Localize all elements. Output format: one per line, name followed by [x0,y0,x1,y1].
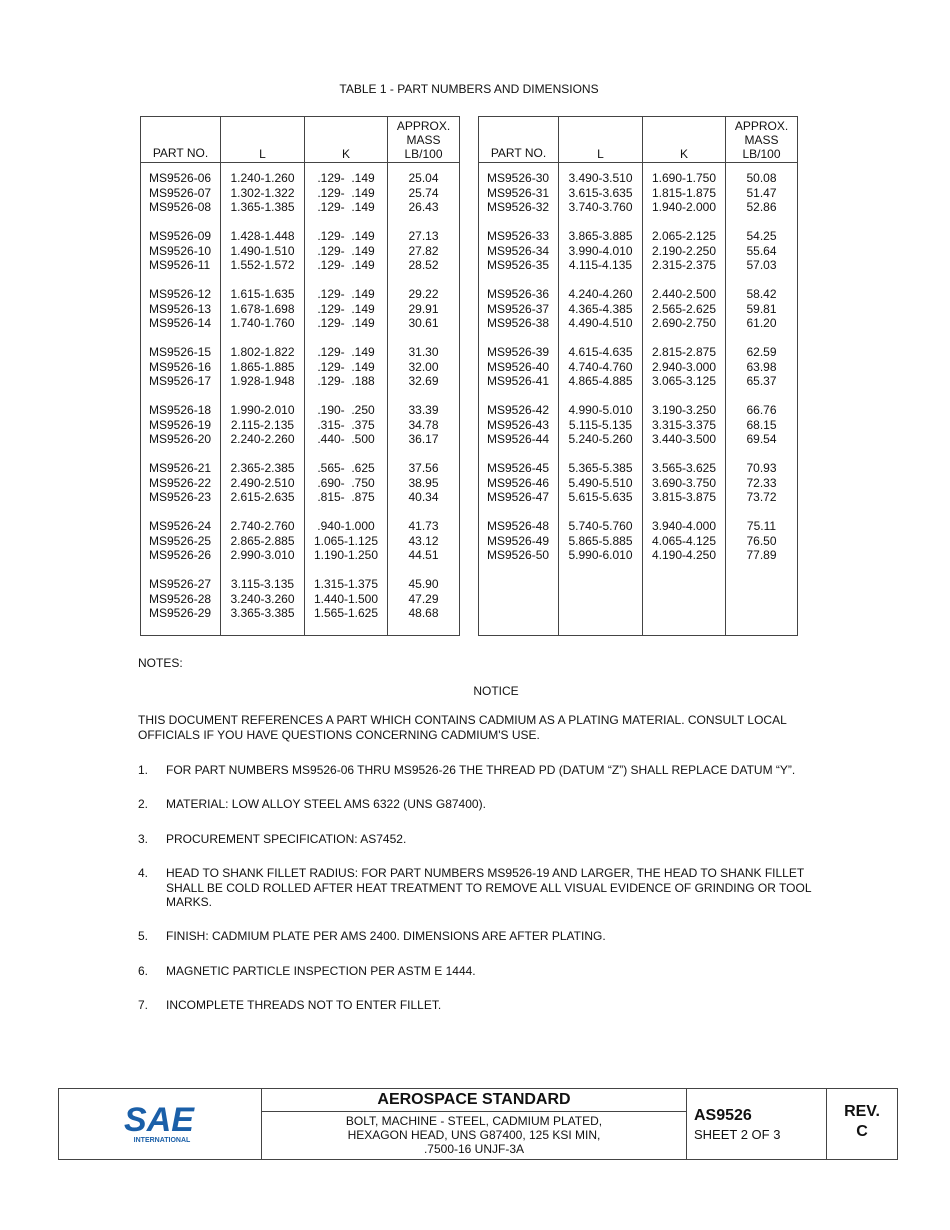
note-text: INCOMPLETE THREADS NOT TO ENTER FILLET. [166,998,442,1012]
standard-description [262,1114,686,1156]
table-cell: 2.815-2.875 [651,345,717,359]
row-group [487,229,558,273]
table-cell: 48.68 [408,606,439,620]
header-mass-line3: LB/100 [742,147,781,161]
column-k [305,163,388,636]
row-group [305,287,387,331]
table-cell: 5.990-6.010 [568,548,633,562]
table-cell: MS9526-45 [487,461,550,475]
table-cell: 3.440-3.500 [651,432,717,446]
header-mass [726,117,798,163]
table-cell: MS9526-29 [149,606,212,620]
row-group [643,229,725,273]
table-cell: 2.115-2.135 [230,417,295,432]
table-cell: MS9526-23 [149,490,212,504]
table-cell: 27.82 [408,243,439,258]
row-group [487,519,558,563]
table-cell: MS9526-38 [487,316,550,330]
row-group [643,403,725,447]
table-cell: .190- .250 [317,403,375,417]
table-cell: 1.428-1.448 [230,229,295,243]
row-group [388,287,459,331]
table-cell: MS9526-43 [487,417,550,432]
table-cell: 4.115-4.135 [568,258,633,272]
row-group [305,229,387,273]
table-cell: 4.365-4.385 [568,301,633,316]
table-cell: 2.065-2.125 [651,229,717,243]
table-cell: MS9526-08 [149,200,212,214]
row-group [487,287,558,331]
table-cell: 1.065-1.125 [313,533,379,548]
note-text: PROCUREMENT SPECIFICATION: AS7452. [166,832,407,846]
table-cell: MS9526-47 [487,490,550,504]
table-cell: 2.740-2.760 [230,519,295,533]
table-cell: MS9526-19 [149,417,212,432]
table-cell: 27.13 [408,229,439,243]
table-cell: 75.11 [746,519,777,533]
revision-label: REV. [844,1103,880,1120]
row-group [149,171,220,215]
table-cell: 55.64 [746,243,777,258]
table-cell: 1.565-1.625 [313,606,379,620]
table-cell: 5.615-5.635 [568,490,633,504]
row-group [149,287,220,331]
table-cell: 1.690-1.750 [651,171,717,185]
table-cell: 3.865-3.885 [568,229,633,243]
row-group [305,403,387,447]
row-group [726,519,797,563]
table-cell: 33.39 [408,403,439,417]
table-cell: 30.61 [408,316,439,330]
row-group [559,287,642,331]
table-cell: MS9526-30 [487,171,550,185]
header-mass-line1: APPROX. [396,119,451,133]
table-cell: 51.47 [746,185,777,200]
table-cell: MS9526-07 [149,185,212,200]
table-cell: .129- .149 [317,359,375,374]
table-cell: 3.990-4.010 [568,243,633,258]
table-cell: 43.12 [408,533,439,548]
table-title: TABLE 1 - PART NUMBERS AND DIMENSIONS [339,82,599,96]
column-part-no [479,163,559,636]
row-group [221,345,304,389]
table-cell: 34.78 [408,417,439,432]
table-cell: 3.490-3.510 [568,171,633,185]
row-group [726,345,797,389]
table-cell: MS9526-33 [487,229,550,243]
document-cell [687,1089,827,1159]
table-cell: MS9526-46 [487,475,550,490]
table-cell: 3.615-3.635 [568,185,633,200]
header-part-no: PART NO. [141,117,221,163]
table-cell: MS9526-48 [487,519,550,533]
table-cell: 2.940-3.000 [651,359,717,374]
table-cell: 4.990-5.010 [568,403,633,417]
header-l: L [221,117,305,163]
table-cell: 77.89 [746,548,777,562]
table-cell: 58.42 [746,287,777,301]
row-group [149,461,220,505]
row-group [559,171,642,215]
table-cell: .129- .149 [317,229,375,243]
row-group [388,345,459,389]
table-cell: .940-1.000 [317,519,375,533]
table-cell: MS9526-17 [149,374,212,388]
parts-table-left [140,116,460,636]
table-cell: MS9526-41 [487,374,550,388]
note-text: FOR PART NUMBERS MS9526-06 THRU MS9526-26 THE THREAD PD (DATUM “Z”) SHALL REPLACE DATUM “Y”. [166,763,796,777]
row-group [388,519,459,563]
table-cell: 1.490-1.510 [230,243,295,258]
table-cell: 2.315-2.375 [651,258,717,272]
table-cell: 54.25 [746,229,777,243]
row-group [643,345,725,389]
table-cell: MS9526-10 [149,243,212,258]
table-cell: MS9526-21 [149,461,212,475]
table-cell: 1.190-1.250 [313,548,379,562]
header-mass-line2: MASS [744,133,779,147]
table-cell: 73.72 [746,490,777,504]
table-cell: .690- .750 [317,475,375,490]
row-group [726,229,797,273]
table-cell: MS9526-06 [149,171,212,185]
row-group [149,519,220,563]
table-cell: 28.52 [408,258,439,272]
table-cell: 25.04 [408,171,439,185]
table-cell: MS9526-15 [149,345,212,359]
column-part-no [141,163,221,636]
note-text: FINISH: CADMIUM PLATE PER AMS 2400. DIMENSIONS ARE AFTER PLATING. [166,929,606,943]
row-group [388,403,459,447]
table-cell: 2.240-2.260 [230,432,295,446]
table-cell: 72.33 [746,475,777,490]
row-group [487,171,558,215]
table-cell: MS9526-42 [487,403,550,417]
table-cell: 52.86 [746,200,777,214]
table-cell: .129- .149 [317,345,375,359]
revision-value: C [856,1123,868,1140]
header-mass-line2: MASS [406,133,441,147]
row-group [221,519,304,563]
row-group [487,345,558,389]
table-cell: 4.190-4.250 [651,548,717,562]
table-cell: 1.315-1.375 [313,577,379,591]
table-cell: 3.815-3.875 [651,490,717,504]
sae-logo-icon [59,1089,261,1159]
table-cell: 1.865-1.885 [230,359,295,374]
revision-cell [827,1089,897,1159]
row-group [388,461,459,505]
row-group [305,171,387,215]
table-cell: MS9526-13 [149,301,212,316]
column-l [559,163,643,636]
table-cell: 26.43 [408,200,439,214]
table-cell: MS9526-35 [487,258,550,272]
table-cell: 29.22 [408,287,439,301]
table-cell: 50.08 [746,171,777,185]
row-group [388,171,459,215]
table-cell: 76.50 [746,533,777,548]
table-cell: 1.990-2.010 [230,403,295,417]
table-cell: 2.440-2.500 [651,287,717,301]
column-l [221,163,305,636]
table-cell: MS9526-12 [149,287,212,301]
row-group [643,519,725,563]
table-cell: 38.95 [408,475,439,490]
sae-logo-cell [59,1089,262,1159]
table-cell: 31.30 [408,345,439,359]
row-group [559,519,642,563]
header-mass [388,117,460,163]
table-cell: 29.91 [408,301,439,316]
row-group [559,403,642,447]
row-group [643,461,725,505]
row-group [726,461,797,505]
row-group [305,577,387,621]
column-mass [726,163,798,636]
table-cell: MS9526-26 [149,548,212,562]
table-cell: MS9526-16 [149,359,212,374]
table-cell: 3.065-3.125 [651,374,717,388]
table-cell: 3.115-3.135 [230,577,295,591]
row-group [149,229,220,273]
row-group [559,461,642,505]
table-cell: 3.190-3.250 [651,403,717,417]
header-mass-line1: APPROX. [734,119,789,133]
table-cell: 1.815-1.875 [651,185,717,200]
table-cell: 57.03 [746,258,777,272]
row-group [221,461,304,505]
table-cell: 3.315-3.375 [651,417,717,432]
table-cell: MS9526-40 [487,359,550,374]
table-cell: MS9526-34 [487,243,550,258]
table-cell: 4.615-4.635 [568,345,633,359]
title-cell [262,1089,687,1159]
table-cell: 69.54 [746,432,777,446]
row-group [559,345,642,389]
table-cell: MS9526-50 [487,548,550,562]
description-line: HEXAGON HEAD, UNS G87400, 125 KSI MIN, [347,1128,601,1142]
notice-heading: NOTICE [473,684,519,698]
row-group [221,287,304,331]
row-group [221,403,304,447]
note-number: 7. [138,998,149,1012]
header-l: L [559,117,643,163]
table-cell: 5.490-5.510 [568,475,633,490]
table-cell: 45.90 [408,577,439,591]
table-cell: MS9526-24 [149,519,212,533]
table-cell: MS9526-39 [487,345,550,359]
description-line: .7500-16 UNJF-3A [423,1142,525,1156]
header-k: K [643,117,726,163]
table-cell: .565- .625 [317,461,375,475]
sae-logo-letters: SAE [124,1101,194,1139]
table-cell: .440- .500 [317,432,375,446]
table-cell: 5.740-5.760 [568,519,633,533]
table-cell: 5.365-5.385 [568,461,633,475]
table-cell: 59.81 [746,301,777,316]
row-group [388,577,459,621]
description-line: BOLT, MACHINE - STEEL, CADMIUM PLATED, [345,1114,603,1128]
table-cell: 41.73 [408,519,439,533]
table-cell: 65.37 [746,374,777,388]
table-cell: 61.20 [746,316,777,330]
table-cell: MS9526-36 [487,287,550,301]
table-cell: 3.565-3.625 [651,461,717,475]
table-cell: MS9526-20 [149,432,212,446]
table-cell: 37.56 [408,461,439,475]
row-group [559,229,642,273]
table-cell: 4.740-4.760 [568,359,633,374]
row-group [726,171,797,215]
column-k [643,163,726,636]
sheet-number: SHEET 2 OF 3 [694,1127,781,1142]
note-number: 6. [138,964,149,978]
table-cell: 70.93 [746,461,777,475]
title-block [58,1088,898,1160]
table-cell: 4.865-4.885 [568,374,633,388]
table-cell: MS9526-14 [149,316,212,330]
table-cell: 1.678-1.698 [230,301,295,316]
table-cell: MS9526-11 [149,258,211,272]
row-group [487,403,558,447]
table-cell: 1.802-1.822 [230,345,295,359]
row-group [388,229,459,273]
row-group [221,577,304,621]
table-cell: 32.00 [408,359,439,374]
table-cell: 5.115-5.135 [568,417,633,432]
note-text: HEAD TO SHANK FILLET RADIUS: FOR PART NUMBERS MS9526-19 AND LARGER, THE HEAD TO SHANK FILLET SHALL BE COLD ROLLED AFTER HEAT TREATMENT TO REMOVE ALL VISUAL EVIDENCE OF GRINDING OR TOOL MARKS. [166,866,812,909]
table-cell: .129- .149 [317,316,375,330]
parts-table-right [478,116,798,636]
table-cell: 5.865-5.885 [568,533,633,548]
table-cell: 1.302-1.322 [230,185,295,200]
document-number: AS9526 [694,1107,752,1124]
standard-title: AEROSPACE STANDARD [262,1089,686,1112]
table-cell: 3.740-3.760 [568,200,633,214]
table-cell: 3.365-3.385 [230,606,295,620]
table-cell: 2.190-2.250 [651,243,717,258]
table-cell: 1.928-1.948 [230,374,295,388]
table-cell: 4.490-4.510 [568,316,633,330]
table-cell: 5.240-5.260 [568,432,633,446]
table-cell: .815- .875 [317,490,375,504]
row-group [305,461,387,505]
table-cell: MS9526-32 [487,200,550,214]
header-mass-line3: LB/100 [404,147,443,161]
row-group [149,577,220,621]
column-mass [388,163,460,636]
table-cell: 63.98 [746,359,777,374]
table-cell: 66.76 [746,403,777,417]
table-cell: 36.17 [408,432,439,446]
notes-label: NOTES: [138,656,183,670]
table-cell: MS9526-18 [149,403,212,417]
row-group [643,171,725,215]
table-cell: 44.51 [408,548,439,562]
table-cell: .129- .149 [317,185,375,200]
table-cell: 32.69 [408,374,439,388]
table-cell: .129- .149 [317,171,375,185]
table-cell: 3.940-4.000 [651,519,717,533]
table-cell: MS9526-44 [487,432,550,446]
table-cell: 25.74 [408,185,439,200]
row-group [149,403,220,447]
table-cell: MS9526-25 [149,533,212,548]
table-cell: 62.59 [746,345,777,359]
table-cell: 1.240-1.260 [230,171,295,185]
table-cell: MS9526-31 [487,185,550,200]
table-cell: 68.15 [746,417,777,432]
table-cell: .315- .375 [317,417,375,432]
row-group [726,403,797,447]
table-cell: 2.865-2.885 [230,533,295,548]
row-group [643,287,725,331]
table-cell: MS9526-49 [487,533,550,548]
note-number: 2. [138,797,149,811]
table-cell: 1.615-1.635 [230,287,295,301]
table-cell: 4.065-4.125 [651,533,717,548]
table-cell: .129- .149 [317,200,375,214]
table-cell: 2.565-2.625 [651,301,717,316]
table-cell: 4.240-4.260 [568,287,633,301]
table-cell: 1.440-1.500 [313,591,379,606]
table-cell: 3.690-3.750 [651,475,717,490]
table-cell: 3.240-3.260 [230,591,295,606]
note-number: 1. [138,763,149,777]
table-cell: .129- .149 [317,258,375,272]
table-cell: 2.365-2.385 [230,461,295,475]
table-cell: 2.615-2.635 [230,490,295,504]
row-group [149,345,220,389]
row-group [305,345,387,389]
row-group [221,229,304,273]
table-cell: .129- .149 [317,243,375,258]
row-group [487,461,558,505]
table-cell: MS9526-28 [149,591,212,606]
row-group [305,519,387,563]
table-cell: 1.365-1.385 [230,200,295,214]
header-part-no: PART NO. [479,117,559,163]
table-cell: .129- .188 [317,374,375,388]
note-text: MATERIAL: LOW ALLOY STEEL AMS 6322 (UNS G87400). [166,797,486,811]
header-k: K [305,117,388,163]
table-cell: 2.990-3.010 [230,548,295,562]
note-number: 5. [138,929,149,943]
table-cell: 2.690-2.750 [651,316,717,330]
row-group [221,171,304,215]
note-number: 4. [138,866,149,880]
table-cell: MS9526-37 [487,301,550,316]
table-cell: 1.740-1.760 [230,316,295,330]
table-cell: .129- .149 [317,301,375,316]
table-cell: 47.29 [408,591,439,606]
note-text: MAGNETIC PARTICLE INSPECTION PER ASTM E 1444. [166,964,476,978]
table-cell: 1.552-1.572 [230,258,295,272]
table-cell: 1.940-2.000 [651,200,717,214]
table-cell: MS9526-09 [149,229,212,243]
table-cell: 40.34 [408,490,439,504]
row-group [726,287,797,331]
table-cell: .129- .149 [317,287,375,301]
table-cell: MS9526-27 [149,577,212,591]
sae-logo-subtitle: INTERNATIONAL [133,1137,191,1144]
note-number: 3. [138,832,149,846]
notice-text: THIS DOCUMENT REFERENCES A PART WHICH CONTAINS CADMIUM AS A PLATING MATERIAL. CONSULT LOCAL OFFICIALS IF YOU HAVE QUESTIONS CONCERNING CADMIUM'S USE. [138,713,787,742]
table-cell: 2.490-2.510 [230,475,295,490]
table-cell: MS9526-22 [149,475,212,490]
